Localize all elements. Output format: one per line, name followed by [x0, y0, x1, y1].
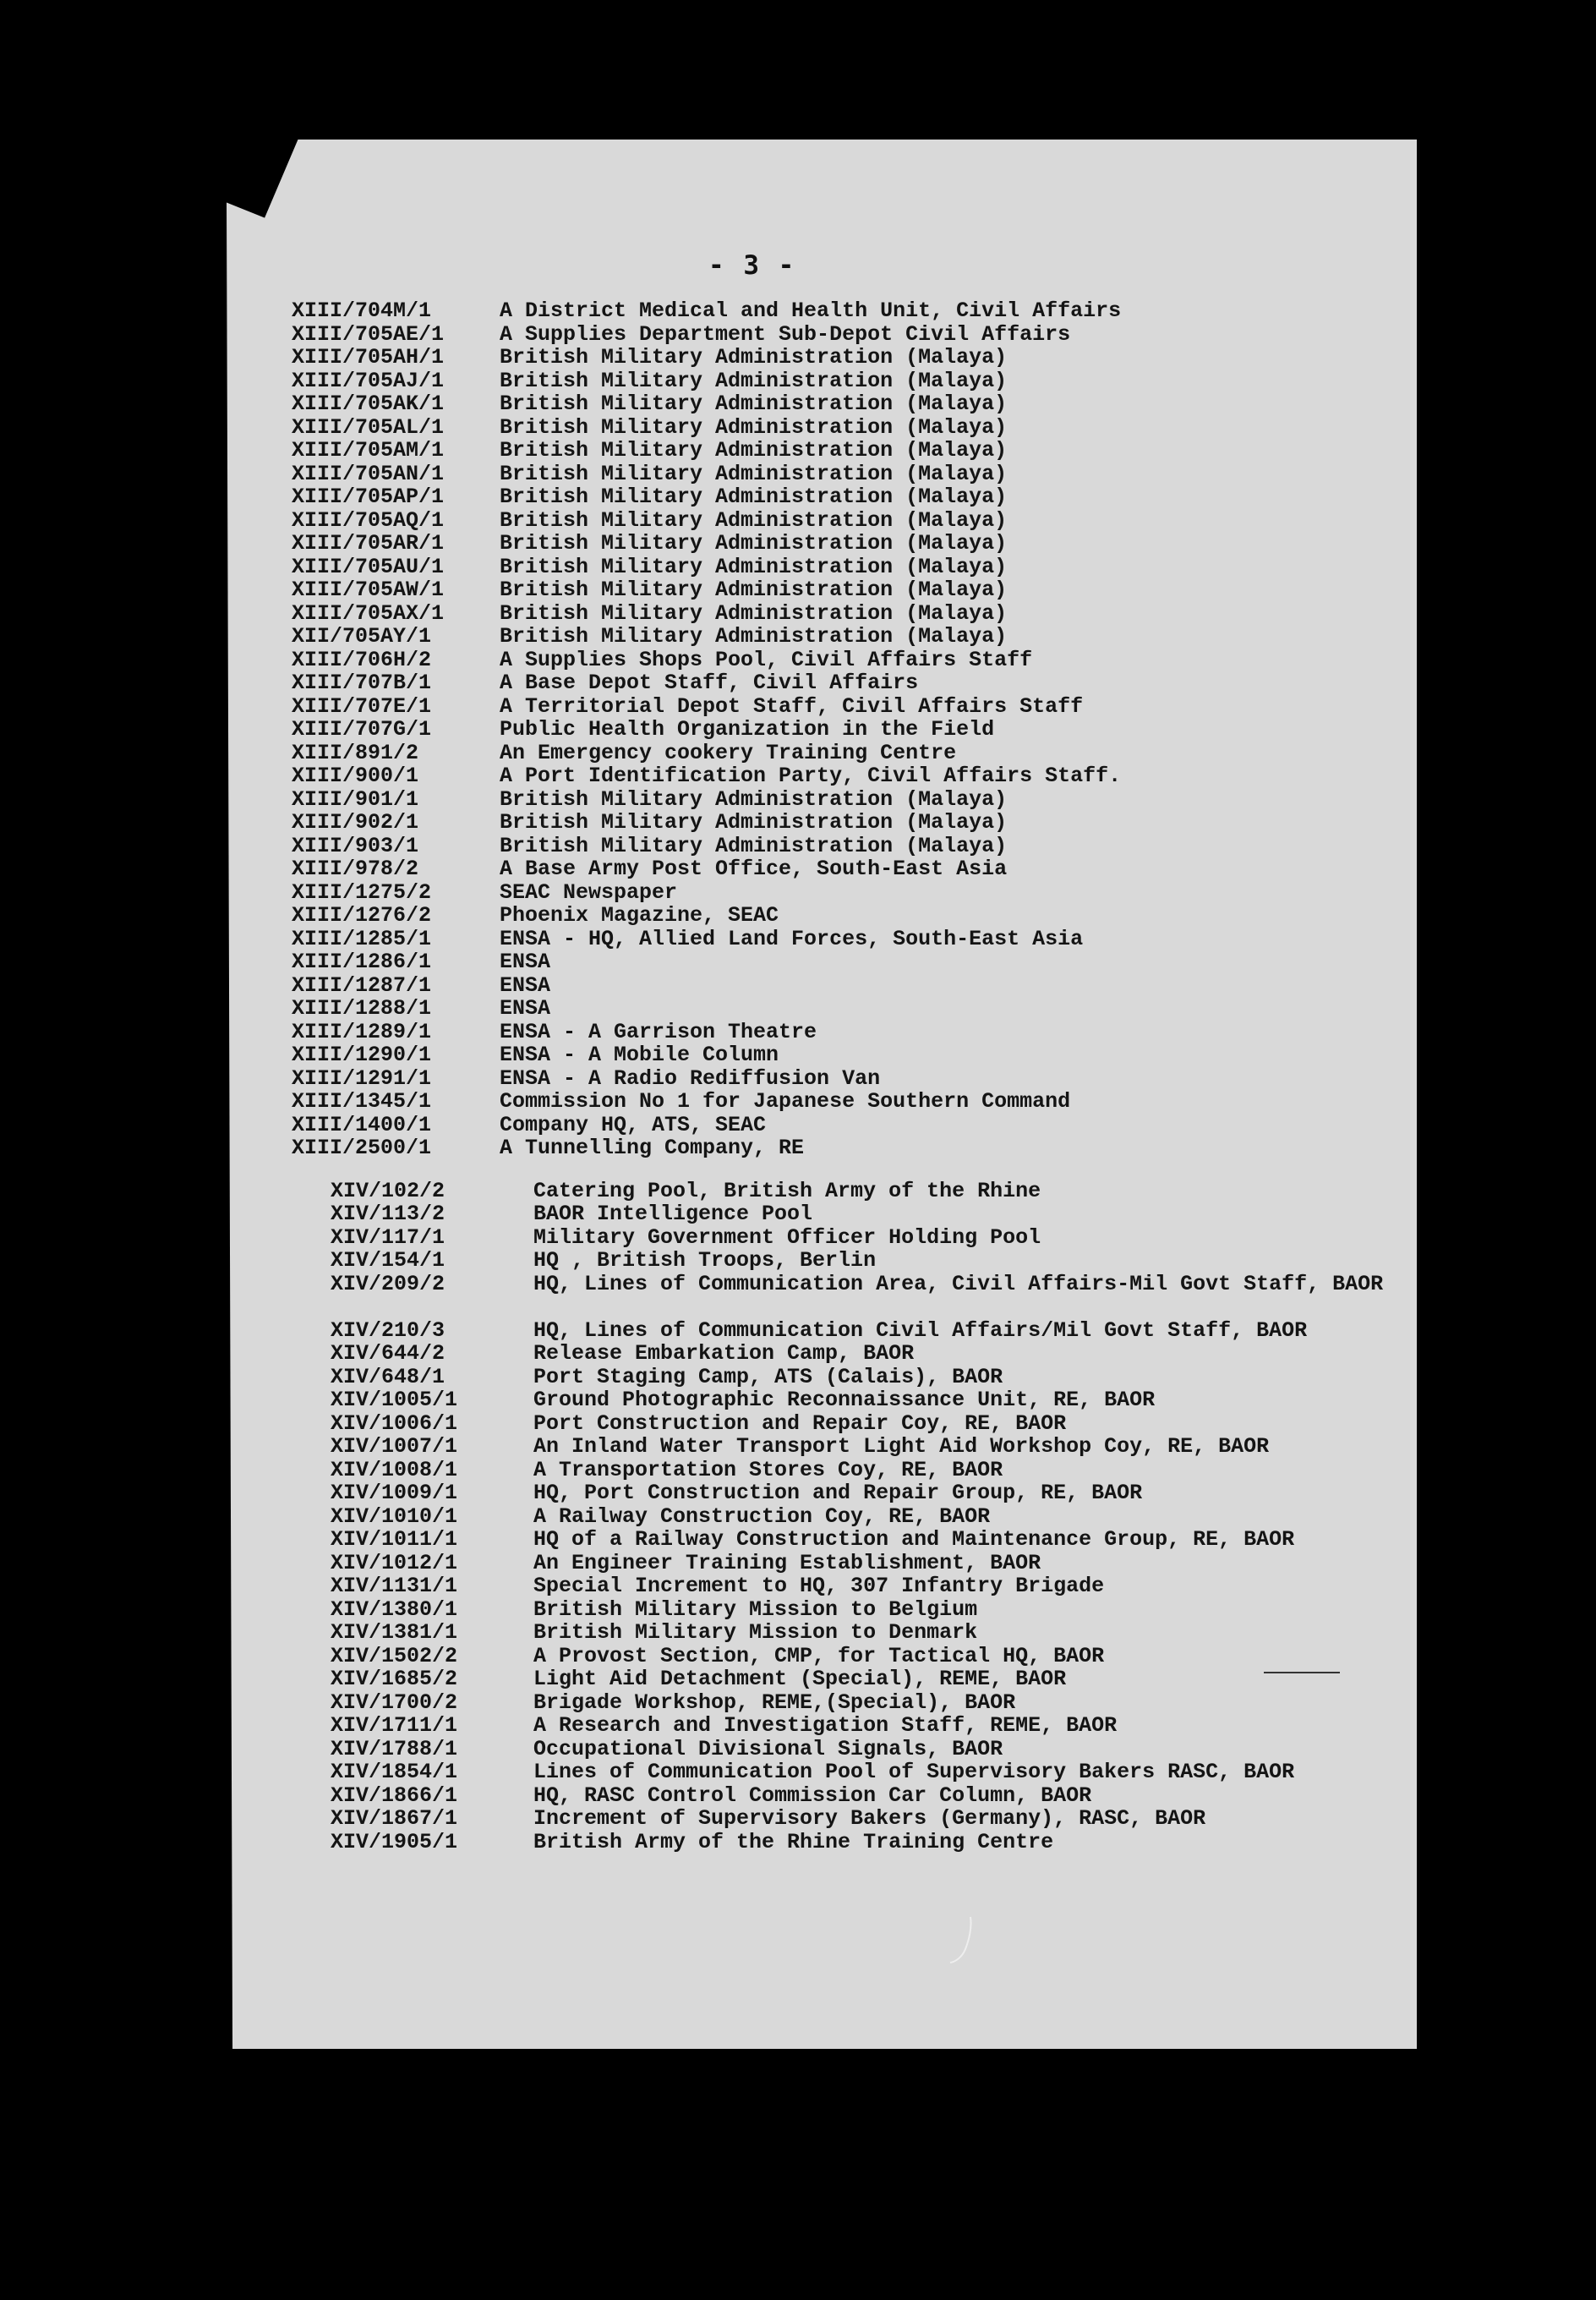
unit-reference: XIV/1905/1 [331, 1829, 458, 1854]
unit-description: ENSA - A Radio Rediffusion Van [500, 1065, 881, 1091]
list-item [292, 509, 1407, 533]
unit-description: A Base Depot Staff, Civil Affairs [500, 671, 919, 695]
list-item [292, 1738, 1407, 1761]
unit-reference: XII/705AY/1 [292, 624, 432, 649]
unit-description: Increment of Supervisory Bakers (Germany), RASC, BAOR [533, 1806, 1206, 1831]
unit-reference: XIII/706H/2 [292, 647, 432, 672]
list-item [292, 1552, 1407, 1575]
list-item [292, 1067, 1407, 1091]
unit-description: British Military Administration (Malaya) [500, 531, 1008, 556]
unit-reference: XIII/705AQ/1 [292, 507, 445, 533]
unit-reference: XIV/154/1 [331, 1248, 445, 1273]
list-item [292, 695, 1407, 719]
unit-reference: XIV/1010/1 [331, 1503, 458, 1529]
page-number: - 3 - [708, 250, 796, 281]
unit-reference: XIII/900/1 [292, 764, 419, 788]
unit-description: A Research and Investigation Staff, REME, BAOR [533, 1713, 1118, 1738]
unit-description: Release Embarkation Camp, BAOR [533, 1341, 915, 1366]
list-item [292, 1691, 1407, 1715]
unit-description: British Military Administration (Malaya) [500, 345, 1008, 370]
unit-reference: XIV/102/2 [331, 1178, 445, 1203]
unit-description: A Supplies Shops Pool, Civil Affairs Staff [500, 647, 1033, 672]
unit-reference: XIII/707G/1 [292, 717, 432, 742]
list-item [292, 764, 1407, 788]
unit-reference: XIII/1290/1 [292, 1043, 432, 1067]
unit-reference: XIII/705AJ/1 [292, 368, 445, 393]
unit-description: HQ, RASC Control Commission Car Column, BAOR [533, 1782, 1092, 1808]
unit-description: British Military Administration (Malaya) [500, 438, 1008, 463]
list-item [292, 1114, 1407, 1137]
unit-reference: XIII/705AM/1 [292, 438, 445, 463]
list-item [292, 671, 1407, 695]
list-item [292, 1273, 1407, 1319]
list-item [292, 1249, 1407, 1273]
unit-reference: XIV/1866/1 [331, 1782, 458, 1808]
unit-description: Port Staging Camp, ATS (Calais), BAOR [533, 1364, 1003, 1389]
unit-description: British Military Administration (Malaya) [500, 485, 1008, 509]
unit-description: ENSA [500, 996, 551, 1021]
unit-reference: XIII/2500/1 [292, 1136, 432, 1160]
unit-description: British Military Administration (Malaya) [500, 833, 1008, 858]
list-item [292, 1807, 1407, 1831]
list-item [292, 718, 1407, 742]
unit-description: A Port Identification Party, Civil Affairs Staff. [500, 764, 1122, 788]
list-item [292, 1668, 1407, 1691]
unit-description: British Military Administration (Malaya) [500, 414, 1008, 440]
list-item [292, 299, 1407, 323]
unit-reference: XIII/705AP/1 [292, 485, 445, 509]
unit-reference: XIV/1131/1 [331, 1574, 458, 1598]
unit-description: A Transportation Stores Coy, RE, BAOR [533, 1457, 1003, 1482]
unit-description: British Military Mission to Belgium [533, 1596, 978, 1622]
unit-reference: XIV/117/1 [331, 1224, 445, 1250]
unit-description: ENSA - HQ, Allied Land Forces, South-East Asia [500, 926, 1084, 951]
unit-description: British Military Administration (Malaya) [500, 624, 1008, 649]
list-item [292, 1021, 1407, 1044]
unit-reference: XIV/1380/1 [331, 1596, 458, 1622]
unit-description: HQ , British Troops, Berlin [533, 1248, 877, 1273]
unit-reference: XIV/644/2 [331, 1341, 445, 1366]
unit-reference: XIII/705AH/1 [292, 345, 445, 370]
list-item [292, 1621, 1407, 1645]
unit-description: Phoenix Magazine, SEAC [500, 903, 779, 928]
list-item [292, 1388, 1407, 1412]
list-item [292, 997, 1407, 1021]
unit-description: HQ of a Railway Construction and Maintenance Group, RE, BAOR [533, 1527, 1295, 1552]
unit-description: Port Construction and Repair Coy, RE, BAOR [533, 1410, 1067, 1436]
unit-reference: XIV/1005/1 [331, 1388, 458, 1412]
unit-description: An Inland Water Transport Light Aid Workshop Coy, RE, BAOR [533, 1434, 1270, 1459]
unit-description: Military Government Officer Holding Pool [533, 1224, 1041, 1250]
unit-reference: XIII/705AE/1 [292, 321, 445, 347]
unit-reference: XIII/1286/1 [292, 950, 432, 974]
list-item [292, 1435, 1407, 1459]
list-item [292, 1598, 1407, 1622]
unit-reference: XIV/648/1 [331, 1364, 445, 1389]
unit-reference: XIII/705AW/1 [292, 578, 445, 602]
list-item [292, 485, 1407, 509]
list-item [292, 532, 1407, 556]
unit-reference: XIV/1007/1 [331, 1434, 458, 1459]
list-item [292, 835, 1407, 858]
unit-description: A Territorial Depot Staff, Civil Affairs Staff [500, 693, 1084, 719]
margin-arrow-mark [1264, 1672, 1340, 1673]
unit-description: A Provost Section, CMP, for Tactical HQ, BAOR [533, 1643, 1105, 1668]
list-item [292, 1761, 1407, 1784]
list-item [292, 1366, 1407, 1389]
list-item [292, 1459, 1407, 1482]
unit-reference: XIII/1345/1 [292, 1089, 432, 1114]
unit-reference: XIII/903/1 [292, 833, 419, 858]
unit-description: A Tunnelling Company, RE [500, 1136, 805, 1160]
unit-description: Occupational Divisional Signals, BAOR [533, 1736, 1003, 1761]
list-item [292, 439, 1407, 463]
unit-reference: XIII/707B/1 [292, 671, 432, 695]
unit-description: Lines of Communication Pool of Supervisory Bakers RASC, BAOR [533, 1760, 1295, 1784]
list-item [292, 1528, 1407, 1552]
unit-description: British Military Administration (Malaya) [500, 507, 1008, 533]
unit-reference: XIV/210/3 [331, 1317, 445, 1343]
unit-reference: XIII/1288/1 [292, 996, 432, 1021]
unit-description: SEAC Newspaper [500, 879, 678, 905]
list-item [292, 463, 1407, 486]
list-item [292, 857, 1407, 881]
unit-description: Public Health Organization in the Field [500, 717, 995, 742]
unit-description: A Railway Construction Coy, RE, BAOR [533, 1503, 991, 1529]
list-item [292, 950, 1407, 974]
unit-reference: XIII/1400/1 [292, 1112, 432, 1137]
unit-reference: XIII/1291/1 [292, 1065, 432, 1091]
list-item [292, 649, 1407, 672]
unit-description: Brigade Workshop, REME,(Special), BAOR [533, 1689, 1016, 1715]
unit-reference: XIII/705AL/1 [292, 414, 445, 440]
unit-description: A Base Army Post Office, South-East Asia [500, 857, 1008, 881]
list-item [292, 928, 1407, 951]
unit-description: A District Medical and Health Unit, Civil Affairs [500, 298, 1122, 323]
unit-description: British Military Administration (Malaya) [500, 578, 1008, 602]
list-item [292, 1481, 1407, 1505]
unit-description: British Military Administration (Malaya) [500, 368, 1008, 393]
list-item [292, 788, 1407, 812]
unit-description: British Military Administration (Malaya) [500, 554, 1008, 579]
unit-reference: XIII/901/1 [292, 786, 419, 812]
list-item [292, 1412, 1407, 1436]
unit-reference: XIII/707E/1 [292, 693, 432, 719]
unit-description: ENSA [500, 972, 551, 998]
unit-reference: XIV/1008/1 [331, 1457, 458, 1482]
list-item [292, 1831, 1407, 1854]
list-item [292, 1574, 1407, 1598]
list-item [292, 1714, 1407, 1738]
unit-reference: XIII/1276/2 [292, 903, 432, 928]
list-item [292, 1342, 1407, 1366]
unit-description: Company HQ, ATS, SEAC [500, 1112, 767, 1137]
unit-reference: XIV/209/2 [331, 1271, 445, 1296]
unit-reference: XIV/1502/2 [331, 1643, 458, 1668]
pencil-mark [947, 1915, 981, 1966]
unit-description: HQ, Port Construction and Repair Group, RE, BAOR [533, 1481, 1143, 1505]
unit-description: British Military Administration (Malaya) [500, 810, 1008, 835]
list-item [292, 1043, 1407, 1067]
unit-description: An Engineer Training Establishment, BAOR [533, 1550, 1041, 1575]
unit-description: ENSA [500, 950, 551, 974]
unit-reference: XIV/1685/2 [331, 1667, 458, 1691]
unit-description: Commission No 1 for Japanese Southern Command [500, 1089, 1071, 1114]
unit-description: ENSA - A Mobile Column [500, 1043, 779, 1067]
unit-reference: XIV/1381/1 [331, 1620, 458, 1645]
unit-description: British Army of the Rhine Training Centre [533, 1829, 1054, 1854]
list-item [292, 904, 1407, 928]
unit-reference: XIV/1788/1 [331, 1736, 458, 1761]
list-item [292, 323, 1407, 347]
unit-reference: XIII/1289/1 [292, 1019, 432, 1044]
list-item [292, 1226, 1407, 1250]
list-item [292, 370, 1407, 393]
unit-description: An Emergency cookery Training Centre [500, 740, 957, 765]
unit-description: British Military Administration (Malaya) [500, 392, 1008, 416]
list-item [292, 346, 1407, 370]
list-item [292, 881, 1407, 905]
unit-reference: XIV/1711/1 [331, 1713, 458, 1738]
list-item [292, 1180, 1407, 1203]
unit-reference: XIV/1867/1 [331, 1806, 458, 1831]
unit-reference: XIII/705AN/1 [292, 461, 445, 486]
unit-reference: XIV/1006/1 [331, 1410, 458, 1436]
section-xiii [292, 299, 1407, 1160]
list-item [292, 578, 1407, 602]
unit-reference: XIV/1854/1 [331, 1760, 458, 1784]
unit-description: British Military Mission to Denmark [533, 1620, 978, 1645]
unit-reference: XIV/1011/1 [331, 1527, 458, 1552]
list-item [292, 811, 1407, 835]
unit-description: ENSA - A Garrison Theatre [500, 1019, 817, 1044]
unit-reference: XIII/978/2 [292, 857, 419, 881]
unit-reference: XIII/1287/1 [292, 972, 432, 998]
list-item [292, 742, 1407, 765]
unit-reference: XIII/705AU/1 [292, 554, 445, 579]
list-item [292, 974, 1407, 998]
list-item [292, 1136, 1407, 1160]
unit-description: HQ, Lines of Communication Civil Affairs/Mil Govt Staff, BAOR [533, 1317, 1308, 1343]
list-item [292, 1202, 1407, 1226]
unit-reference: XIII/902/1 [292, 810, 419, 835]
unit-reference: XIII/705AK/1 [292, 392, 445, 416]
unit-reference: XIII/704M/1 [292, 298, 432, 323]
unit-reference: XIII/891/2 [292, 740, 419, 765]
unit-reference: XIV/1700/2 [331, 1689, 458, 1715]
unit-reference: XIII/1285/1 [292, 926, 432, 951]
unit-reference: XIV/1012/1 [331, 1550, 458, 1575]
list-item [292, 1645, 1407, 1668]
section-xiv [292, 1180, 1407, 1854]
unit-description: BAOR Intelligence Pool [533, 1202, 813, 1226]
unit-description: British Military Administration (Malaya) [500, 786, 1008, 812]
unit-reference: XIV/1009/1 [331, 1481, 458, 1505]
unit-reference: XIII/705AX/1 [292, 600, 445, 626]
list-item [292, 392, 1407, 416]
unit-list [292, 299, 1407, 1854]
list-item [292, 556, 1407, 579]
unit-description: Light Aid Detachment (Special), REME, BAOR [533, 1667, 1067, 1691]
unit-description: Ground Photographic Reconnaissance Unit, RE, BAOR [533, 1388, 1156, 1412]
unit-description: Special Increment to HQ, 307 Infantry Brigade [533, 1574, 1105, 1598]
unit-description: Catering Pool, British Army of the Rhine [533, 1178, 1041, 1203]
unit-description: British Military Administration (Malaya) [500, 461, 1008, 486]
list-item [292, 625, 1407, 649]
list-item [292, 1784, 1407, 1808]
list-item [292, 602, 1407, 626]
unit-reference: XIV/113/2 [331, 1202, 445, 1226]
unit-description: British Military Administration (Malaya) [500, 600, 1008, 626]
list-item [292, 1319, 1407, 1343]
unit-description: A Supplies Department Sub-Depot Civil Affairs [500, 321, 1071, 347]
list-item [292, 1505, 1407, 1529]
unit-description: HQ, Lines of Communication Area, Civil Affairs-Mil Govt Staff, BAOR [533, 1271, 1384, 1296]
list-item [292, 416, 1407, 440]
unit-reference: XIII/705AR/1 [292, 531, 445, 556]
unit-reference: XIII/1275/2 [292, 879, 432, 905]
list-item [292, 1090, 1407, 1114]
